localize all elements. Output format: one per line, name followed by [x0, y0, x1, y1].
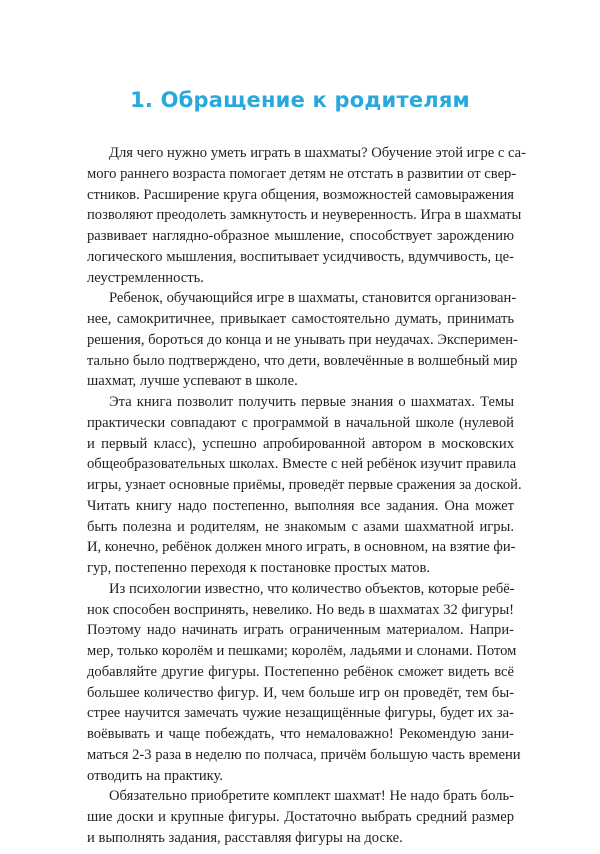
text-line: большее количество фигур. И, чем больше игр он проведёт, тем бы-	[87, 684, 514, 701]
text-line: шахмат, лучше успевают в школе.	[87, 373, 298, 390]
chapter-title: 1. Обращение к родителям	[130, 88, 470, 112]
text-line: общеобразовательных школах. Вместе с ней ребёнок изучит правила	[87, 456, 517, 473]
text-line: Ребенок, обучающийся игре в шахматы, становится организован-	[109, 290, 517, 307]
text-line: добавляйте другие фигуры. Постепенно ребёнок сможет видеть всё	[87, 663, 514, 680]
text-line: леустремленность.	[87, 269, 204, 286]
paragraph	[87, 288, 518, 392]
text-line: нее, самокритичнее, привыкает самостоятельно думать, принимать	[87, 311, 514, 327]
paragraph	[87, 579, 521, 787]
text-line: Эта книга позволит получить первые знания о шахматах. Темы	[109, 394, 514, 410]
text-line: Для чего нужно уметь играть в шахматы? Обучение этой игре с са-	[109, 145, 527, 161]
text-line: игры, узнает основные приёмы, проведёт первые сражения за доской.	[87, 477, 522, 493]
text-line: тально было подтверждено, что дети, вовлечённые в волшебный мир	[87, 352, 518, 369]
text-line: позволяют преодолеть замкнутость и неуверенность. Игра в шахматы	[87, 207, 522, 224]
text-line: маться 2-3 раза в неделю по полчаса, причём большую часть времени	[87, 746, 521, 763]
text-line: логического мышления, воспитывает усидчивость, вдумчивость, це-	[87, 248, 514, 265]
text-line: развивает наглядно-образное мышление, способствует зарождению	[87, 228, 514, 244]
text-line: Читать книгу надо постепенно, выполняя все задания. Она может	[87, 497, 514, 514]
text-line: стрее научится замечать чужие незащищённые фигуры, будет их за-	[87, 705, 514, 722]
text-line: отводить на практику.	[87, 767, 224, 784]
text-line: нок способен воспринять, невелико. Но ведь в шахматах 32 фигуры!	[87, 601, 514, 618]
text-line: воёвывать и чаще побеждать, что немаловажно! Рекомендую зани-	[87, 726, 514, 742]
paragraph	[87, 786, 514, 848]
text-line: и первый класс), успешно апробированной автором в московских	[87, 435, 514, 452]
text-line: быть полезна и родителям, не знакомым с азами шахматной игры.	[87, 518, 514, 535]
text-line: стников. Расширение круга общения, возможностей самовыражения	[87, 186, 514, 203]
text-line: И, конечно, ребёнок должен много играть, в основном, на взятие фи-	[87, 539, 516, 556]
text-line: Обязательно приобретите комплект шахмат! Не надо брать боль-	[109, 788, 514, 805]
chapter-body	[87, 143, 527, 849]
paragraph	[87, 143, 527, 288]
text-line: шие доски и крупные фигуры. Достаточно выбрать средний размер	[87, 809, 514, 825]
text-line: гур, постепенно переходя к постановке простых матов.	[87, 560, 431, 576]
text-line: и выполнять задания, расставляя фигуры на доске.	[87, 829, 403, 846]
text-line: мого раннего возраста помогает детям не отстать в развитии от свер-	[87, 165, 517, 182]
text-line: практически совпадают с программой в начальной школе (нулевой	[87, 414, 514, 431]
text-line: Из психологии известно, что количество объектов, которые ребё-	[109, 580, 515, 597]
text-line: Поэтому надо начинать играть ограниченным материалом. Напри-	[87, 622, 514, 639]
text-line: решения, бороться до конца и не унывать при неудачах. Эксперимен-	[87, 331, 518, 348]
text-line: мер, только королём и пешками; королём, ладьями и слонами. Потом	[87, 643, 517, 659]
paragraph	[87, 392, 522, 579]
